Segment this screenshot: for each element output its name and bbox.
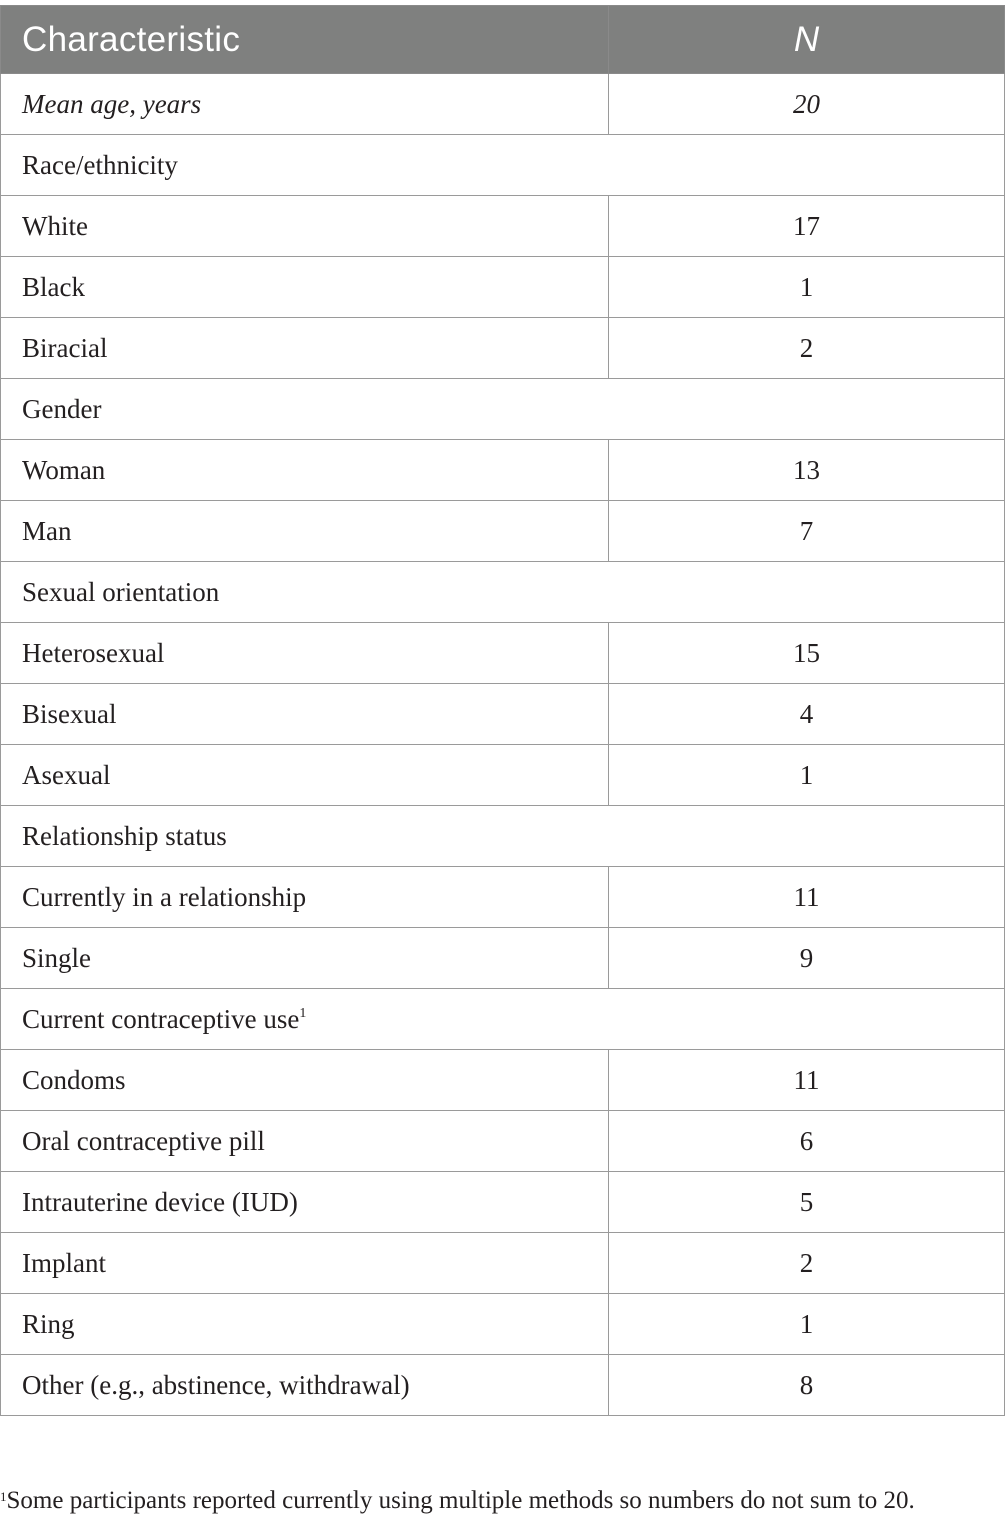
row-value: 17	[609, 196, 1005, 257]
row-value: 8	[609, 1355, 1005, 1416]
table-row	[1, 501, 1005, 562]
table-row	[1, 1294, 1005, 1355]
section-label	[1, 806, 1005, 867]
row-label: Mean age, years	[1, 74, 609, 135]
section-label-text: Sexual orientation	[22, 576, 220, 607]
row-value: 6	[609, 1111, 1005, 1172]
row-label: Oral contraceptive pill	[1, 1111, 609, 1172]
footnote-marker: 1	[0, 1489, 7, 1504]
row-value: 2	[609, 318, 1005, 379]
table-row	[1, 1111, 1005, 1172]
row-label: Ring	[1, 1294, 609, 1355]
row-value: 11	[609, 1050, 1005, 1111]
row-value: 9	[609, 928, 1005, 989]
table-footnote	[0, 1487, 1005, 1515]
row-value: 1	[609, 257, 1005, 318]
section-row	[1, 135, 1005, 196]
table-row	[1, 318, 1005, 379]
characteristics-table	[0, 5, 1005, 1416]
table-row	[1, 623, 1005, 684]
header-characteristic: Characteristic	[1, 6, 609, 74]
row-label: Currently in a relationship	[1, 867, 609, 928]
section-row	[1, 379, 1005, 440]
row-value: 11	[609, 867, 1005, 928]
table-row	[1, 1355, 1005, 1416]
section-label-text: Current contraceptive use	[22, 1003, 300, 1034]
row-value: 15	[609, 623, 1005, 684]
row-label: Intrauterine device (IUD)	[1, 1172, 609, 1233]
row-value: 1	[609, 1294, 1005, 1355]
table-header	[1, 6, 1005, 74]
header-row	[1, 6, 1005, 74]
row-value: 13	[609, 440, 1005, 501]
header-n: N	[609, 6, 1005, 74]
table-row	[1, 74, 1005, 135]
section-row	[1, 989, 1005, 1050]
row-value: 20	[609, 74, 1005, 135]
row-label: Other (e.g., abstinence, withdrawal)	[1, 1355, 609, 1416]
row-label: Bisexual	[1, 684, 609, 745]
table-row	[1, 745, 1005, 806]
table-row	[1, 1172, 1005, 1233]
row-label: Asexual	[1, 745, 609, 806]
table-row	[1, 196, 1005, 257]
row-label: Man	[1, 501, 609, 562]
row-label: Woman	[1, 440, 609, 501]
section-label	[1, 989, 1005, 1050]
row-value: 2	[609, 1233, 1005, 1294]
footnote-text: Some participants reported currently using multiple methods so numbers do not sum to 20.	[6, 1487, 915, 1514]
row-value: 4	[609, 684, 1005, 745]
row-label: Condoms	[1, 1050, 609, 1111]
table-row	[1, 1233, 1005, 1294]
section-label-text: Race/ethnicity	[22, 149, 178, 180]
row-label: Heterosexual	[1, 623, 609, 684]
section-label	[1, 379, 1005, 440]
row-value: 1	[609, 745, 1005, 806]
table-row	[1, 867, 1005, 928]
table-body	[1, 74, 1005, 1416]
section-label-text: Gender	[22, 393, 102, 424]
row-label: Implant	[1, 1233, 609, 1294]
table-row	[1, 440, 1005, 501]
row-label: Black	[1, 257, 609, 318]
table-row	[1, 257, 1005, 318]
section-label	[1, 135, 1005, 196]
footnote-ref: 1	[299, 1005, 307, 1021]
section-label	[1, 562, 1005, 623]
row-value: 5	[609, 1172, 1005, 1233]
table-row	[1, 684, 1005, 745]
row-label: Biracial	[1, 318, 609, 379]
row-value: 7	[609, 501, 1005, 562]
row-label: Single	[1, 928, 609, 989]
table-row	[1, 1050, 1005, 1111]
section-label-text: Relationship status	[22, 820, 227, 851]
section-row	[1, 562, 1005, 623]
table-row	[1, 928, 1005, 989]
row-label: White	[1, 196, 609, 257]
section-row	[1, 806, 1005, 867]
